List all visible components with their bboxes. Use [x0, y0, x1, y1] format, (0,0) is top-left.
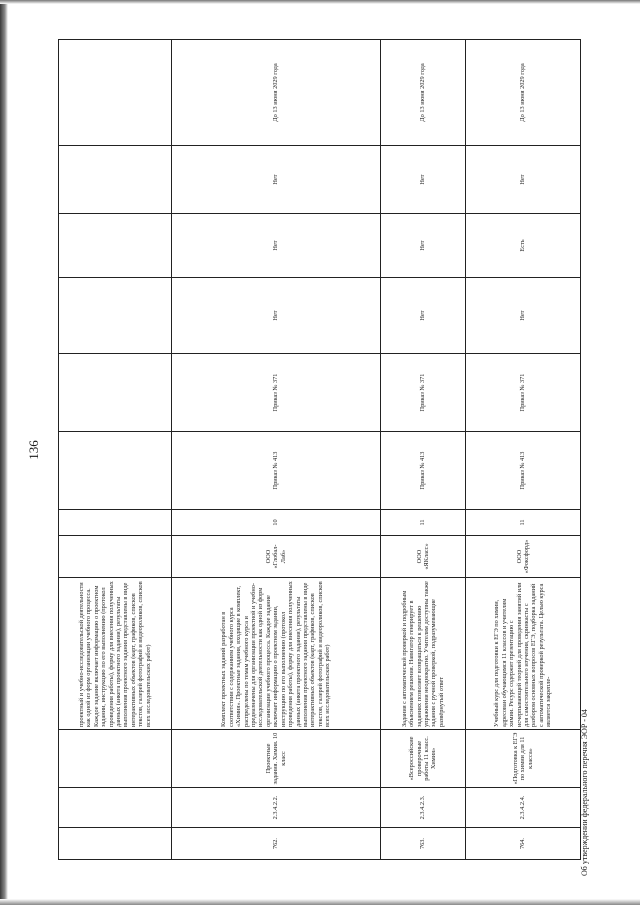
cell-col-b	[59, 214, 172, 278]
cell-org: ООО «Глобал-Лаб»	[172, 536, 381, 578]
cell-description: Комплект проектных заданий разработан в соответствии с содержанием учебного курса «Химия». Проектные задания, входящие в комплект, распределены по темам учебного курса и предназначены для организации проектной и учебно-исследовательской деятельности как одной из форм организации учебного процесса. Каждое задание включает информацию о проектном задании, инструкцию по его выполнению (протокол проведения работы), форму для внесения полученных данных (анкета проектного задания), результаты выполнения проектного задания представлены в виде интерактивных объектов (карт, графиков, списков текстов, галерей фотографий и видеороликов, списков всех исследовательских работ)	[172, 578, 381, 730]
cell-num	[59, 828, 172, 860]
cell-title: «Всероссийские проверочные работы 11 класс. Химия»	[381, 730, 466, 788]
cell-num: 764.	[466, 828, 581, 860]
cell-col-c: Нет	[466, 146, 581, 214]
cell-grade: 11	[466, 510, 581, 536]
page-number: 136	[26, 440, 41, 460]
cell-col-a: Нет	[466, 278, 581, 354]
cell-col-b: Есть	[466, 214, 581, 278]
cell-order413: Приказ № 413	[172, 432, 381, 510]
cell-grade	[59, 510, 172, 536]
cell-col-a: Нет	[172, 278, 381, 354]
cell-description: проектный и учебно-исследовательской деятельности как одной из форм организации учебного процесса. Каждое задание включает информацию о проектном задании, инструкцию по его выполнению (протокол проведения работы), форму для внесения полученных данных (анкета проектного задания), результаты выполнения проектного задания представлены в виде интерактивных объектов (карт, графиков, списков текстов, галерей фотографий и видеороликов, списков всех исследовательских работ)	[59, 578, 172, 730]
table-row	[466, 40, 581, 860]
cell-code: 2.3.4.2.3.	[381, 788, 466, 828]
cell-org: ООО «ЯКласс»	[381, 536, 466, 578]
cell-col-c	[59, 146, 172, 214]
scan-edge-bottom	[0, 899, 640, 905]
cell-code: 2.3.4.2.4.	[466, 788, 581, 828]
footnote: Об утверждении федерального перечня ЭОР - 04	[580, 709, 589, 876]
cell-col-c: Нет	[381, 146, 466, 214]
cell-order371: Приказ № 371	[466, 354, 581, 432]
cell-order371: Приказ № 371	[381, 354, 466, 432]
table-row	[59, 40, 172, 860]
cell-order413: Приказ № 413	[381, 432, 466, 510]
cell-description: Учебный курс для подготовки к ЕГЭ по химии, адресован обучающимся 11 классов и учителям химии. Ресурс содержит презентацию с исчерпывающей теорией для проведения занятий или для самостоятельного изучения, скринкасты с разбором основных вопросов ЕГЭ, подборка заданий с автоматической проверкой результата. Целью курса является закрепле-	[466, 578, 581, 730]
eor-table	[58, 39, 581, 860]
cell-deadline: До 13 июня 2029 года	[381, 40, 466, 146]
cell-description: Задания с автоматической проверкой и подробным объяснением решения. Навигатор генерирует в заданиях позволяет возвращаться к решению упражнения неоднократно. Учителям доступны также задания с ручной проверкой, подразумевающие развёрнутый ответ	[381, 578, 466, 730]
cell-grade: 11	[381, 510, 466, 536]
cell-code	[59, 788, 172, 828]
table-row	[381, 40, 466, 860]
document-sheet	[20, 20, 610, 880]
cell-col-a: Нет	[381, 278, 466, 354]
cell-org	[59, 536, 172, 578]
scan-edge-left	[0, 0, 8, 905]
cell-col-b: Нет	[172, 214, 381, 278]
cell-title: Проектные задания. Химия. 10 класс	[172, 730, 381, 788]
scan-edge-top	[0, 0, 640, 4]
cell-code: 2.3.4.2.2.	[172, 788, 381, 828]
cell-order413: Приказ № 413	[466, 432, 581, 510]
cell-title: «Подготовка к ЕГЭ по химии для 11 класса»	[466, 730, 581, 788]
cell-order413	[59, 432, 172, 510]
cell-order371	[59, 354, 172, 432]
cell-order371: Приказ № 371	[172, 354, 381, 432]
cell-deadline	[59, 40, 172, 146]
cell-num: 762.	[172, 828, 381, 860]
table-row	[172, 40, 381, 860]
cell-deadline: До 13 июня 2029 года	[172, 40, 381, 146]
cell-col-c: Нет	[172, 146, 381, 214]
cell-grade: 10	[172, 510, 381, 536]
cell-num: 763.	[381, 828, 466, 860]
cell-col-b: Нет	[381, 214, 466, 278]
cell-col-a	[59, 278, 172, 354]
cell-deadline: До 13 июня 2029 года	[466, 40, 581, 146]
cell-title	[59, 730, 172, 788]
cell-org: ООО «Фоксфорд»	[466, 536, 581, 578]
